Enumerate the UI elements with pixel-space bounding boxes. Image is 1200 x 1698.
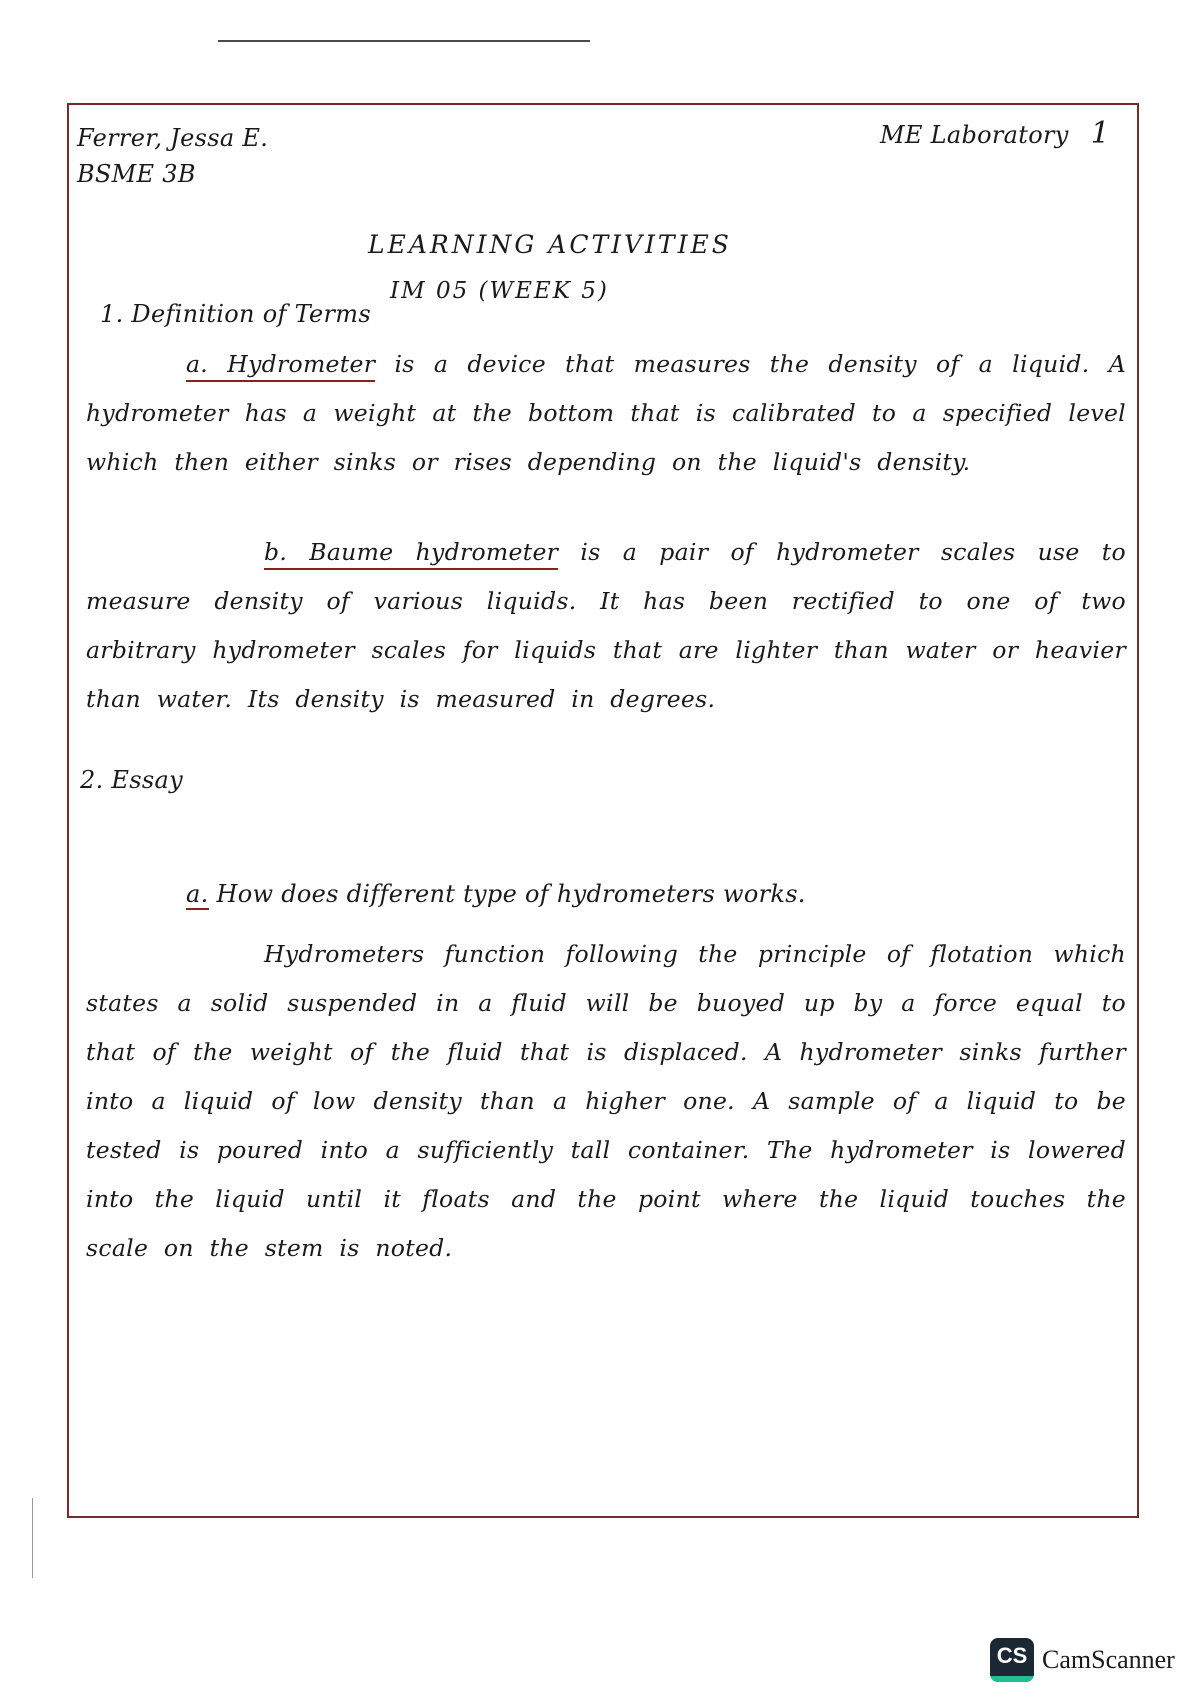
term-definition: is a pair of hydrometer scales use to measure density of various liquids. It has been rectified to one of two arbitrary hydrometer scales for liquids that are lighter than water or heavier than water. Its density is measured in degrees. bbox=[86, 538, 1126, 713]
page-subtitle: IM 05 (WEEK 5) bbox=[390, 278, 609, 304]
section-heading-essay: 2. Essay bbox=[80, 766, 183, 794]
camscanner-logo-icon bbox=[990, 1638, 1034, 1682]
logo-stripe bbox=[990, 1676, 1034, 1682]
student-name: Ferrer, Jessa E. bbox=[77, 124, 269, 152]
course-name: ME Laboratory bbox=[880, 121, 1069, 149]
camscanner-name: CamScanner bbox=[1042, 1645, 1175, 1674]
essay-question bbox=[186, 880, 806, 908]
student-section: BSME 3B bbox=[77, 160, 196, 188]
definition-hydrometer bbox=[86, 340, 1126, 487]
essay-answer: Hydrometers function following the principle of flotation which states a solid suspended in a fluid will be buoyed up by a force equal to that of the weight of the fluid that is displaced. A hydrometer sinks further into a liquid of low density than a higher one. A sample of a liquid to be tested is poured into a sufficiently tall container. The hydrometer is lowered into the liquid until it floats and the point where the liquid touches the scale on the stem is noted. bbox=[86, 940, 1126, 1262]
logo-text: CS bbox=[996, 1643, 1028, 1668]
top-rule bbox=[218, 40, 590, 42]
page-title: LEARNING ACTIVITIES bbox=[368, 230, 732, 259]
term-label: a. Hydrometer bbox=[186, 350, 375, 382]
question-text: How does different type of hydrometers works. bbox=[208, 880, 806, 908]
term-label: b. Baume hydrometer bbox=[264, 538, 558, 570]
section-heading-definitions: 1. Definition of Terms bbox=[100, 300, 371, 328]
term-definition: is a device that measures the density of a liquid. A hydrometer has a weight at the bottom that is calibrated to a specified level which then either sinks or rises depending on the liquid's density. bbox=[86, 350, 1126, 476]
student-info bbox=[77, 120, 268, 192]
definition-baume-hydrometer bbox=[86, 528, 1126, 724]
page-number: 1 bbox=[1090, 116, 1110, 151]
camscanner-watermark bbox=[990, 1638, 1175, 1682]
margin-mark bbox=[32, 1498, 33, 1578]
question-marker: a. bbox=[186, 880, 209, 908]
title-block bbox=[368, 222, 732, 314]
course-info bbox=[880, 116, 1110, 151]
